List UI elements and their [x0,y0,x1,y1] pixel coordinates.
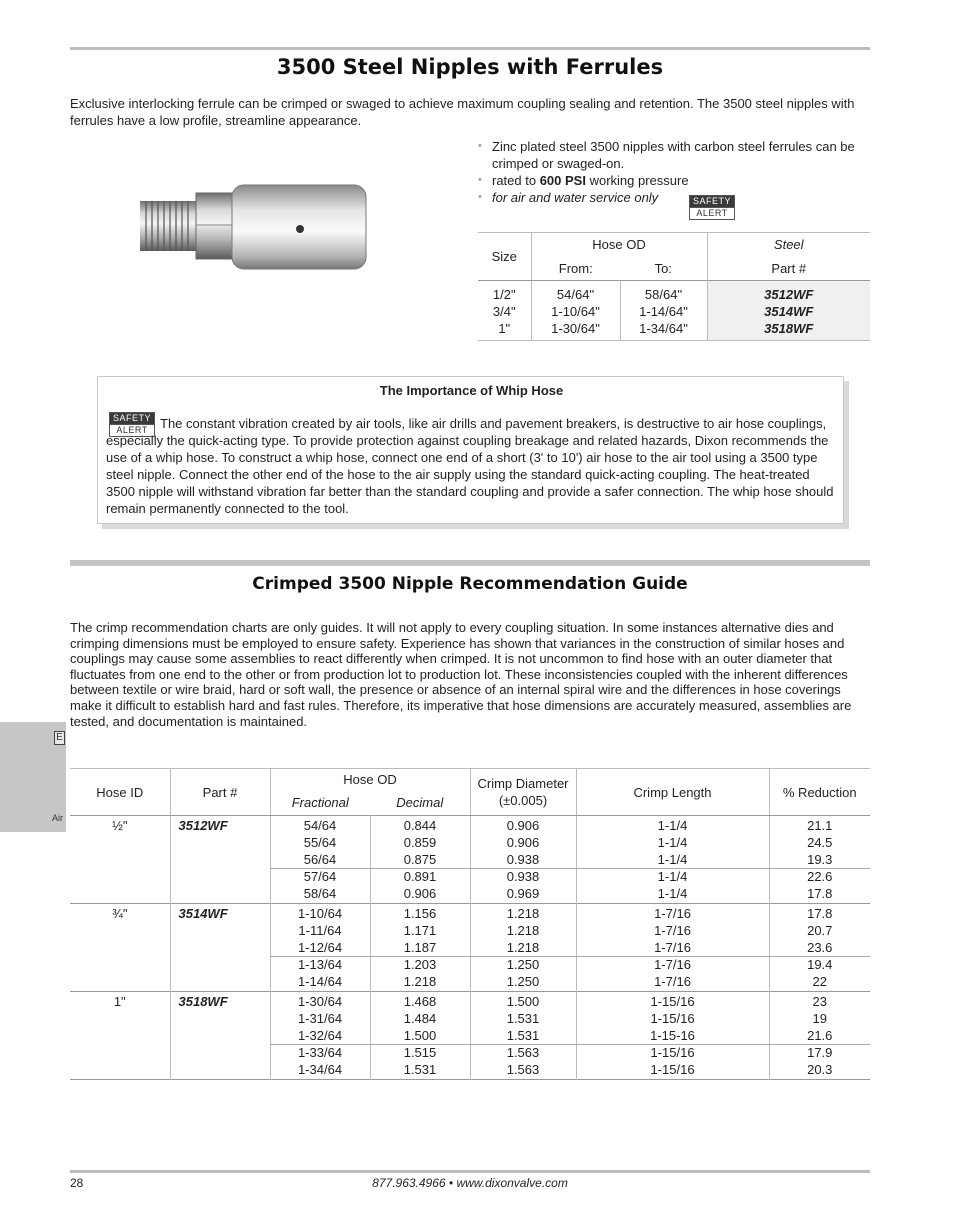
part-number: 3518WF [764,321,814,336]
header-part: Part # [707,257,870,281]
reduction-cell: 19.4 [807,957,833,973]
part-number: 3512WF [764,287,814,302]
fractional-cell: 55/64 [270,835,370,852]
crimp-table [70,768,870,1080]
crimp-length-cell: 1-15/16 [576,1062,769,1079]
crimp-length-cell: 1-1/4 [576,852,769,869]
fractional-cell: 58/64 [270,886,370,903]
crimp-length-cell: 1-1/4 [576,869,769,886]
top-rule [70,47,870,50]
decimal-cell: 1.515 [370,1045,470,1062]
table-row [70,816,870,835]
header-steel: Steel [707,233,870,257]
hose-id-cell: 1" [70,991,170,1079]
reduction-cell: 23.6 [769,940,870,957]
section-rule [70,560,870,566]
reduction-cell: 24.5 [807,834,833,850]
decimal-cell: 0.891 [370,869,470,886]
crimp-diameter-cell: 0.938 [470,869,576,886]
crimp-diameter-cell: 0.938 [470,852,576,869]
callout-title: The Importance of Whip Hose [379,383,564,398]
feature-item: • Zinc plated steel 3500 nipples with carbon steel ferrules can be crimped or swaged-on. [478,138,870,172]
crimp-diameter-cell: 1.531 [470,1028,576,1045]
header-fractional: Fractional [291,795,349,811]
feature-list [478,138,870,206]
size-table [478,232,870,341]
fractional-cell: 1-30/64 [270,991,370,1010]
header-hose-od: Hose OD [592,237,646,252]
decimal-cell: 1.187 [370,940,470,957]
fractional-cell: 1-12/64 [270,940,370,957]
reduction-cell: 23 [812,993,827,1009]
header-crimp-length: Crimp Length [576,769,769,816]
reduction-cell: 22 [812,974,827,990]
decimal-cell: 1.171 [370,923,470,940]
decimal-cell: 0.875 [370,852,470,869]
feature-item: • for air and water service only [478,189,870,206]
decimal-cell: 1.468 [370,991,470,1010]
crimp-length-cell: 1-15-16 [576,1028,769,1045]
page-title: 3500 Steel Nipples with Ferrules [276,55,664,79]
guide-paragraph: The crimp recommendation charts are only guides. It will not apply to every coupling situation. In some instances alternative dies and crimping dimensions must be employed to ensure safety. Experience has shown that variances in the construction of similar hoses and couplings may cause some assemblies to react differently when crimped. It is not uncommon to find hose with an outer diameter that fluctuates from one end to the other or from production lot to production lot. These inconsistencies coupled with the inherent differences between textile or wire braid, hard or soft wall, the presence or absence of an internal spiral wire and the differences in hose coverings make it difficult to establish hard and fast rules. Therefore, its imperative that hose dimensions are accurately measured, assemblies are tested, and documentation is maintained. [70,620,852,729]
crimp-diameter-cell: 1.563 [470,1062,576,1079]
reduction-cell: 17.8 [807,905,833,921]
intro-paragraph: Exclusive interlocking ferrule can be crimped or swaged to achieve maximum coupling sealing and retention. The 3500 steel nipples with ferrules have a low profile, streamline appearance. [70,96,855,128]
callout-text: The constant vibration created by air tools, like air drills and pavement breakers, is destructive to air hose couplings, especially the quick-acting type. To provide protection against coupling breakage and related hazards, Dixon recommends the use of a whip hose. To construct a whip hose, connect one end of a short (3' to 10') air hose to the air tool using a 3500 type steel nipple. Connect the other end of the hose to the air supply using the standard quick-acting coupling. The heat-treated 3500 nipple will withstand vibration far better than the standard coupling and provide a safer connection. The whip hose should remain permanently connected to the tool. [106,416,834,516]
fractional-cell: 1-14/64 [270,974,370,991]
reduction-cell: 17.8 [807,886,833,902]
part-number: 3514WF [764,304,814,319]
fractional-cell: 56/64 [270,852,370,869]
page-number: 28 [70,1176,84,1190]
header-size: Size [478,233,531,281]
table-row: 1/2" 3/4" 1" 54/64" 1-10/64" 1-30/64" 58/64" 1-14/64" 1-34/64" 3512WF 3514WF 3518WF [478,281,870,341]
crimp-length-cell: 1-7/16 [576,940,769,957]
reduction-cell: 20.7 [807,922,833,938]
crimp-length-cell: 1-1/4 [576,835,769,852]
fractional-cell: 57/64 [270,869,370,886]
table-row [70,991,870,1010]
fractional-cell: 1-31/64 [270,1011,370,1028]
reduction-cell: 19.3 [769,852,870,869]
crimp-diameter-cell: 0.906 [470,816,576,835]
crimp-diameter-cell: 1.218 [470,940,576,957]
crimp-diameter-cell: 1.250 [470,957,576,974]
fractional-cell: 1-11/64 [270,923,370,940]
part-number: 3514WF [170,903,270,991]
whip-hose-callout [97,376,844,524]
header-hose-id: Hose ID [70,769,170,816]
crimp-diameter-cell: 1.531 [470,1011,576,1028]
footer-contact: 877.963.4966 • www.dixonvalve.com [372,1176,568,1190]
part-number: 3518WF [170,991,270,1079]
decimal-cell: 1.203 [370,957,470,974]
crimp-diameter-cell: 1.500 [470,991,576,1010]
crimp-length-cell: 1-7/16 [576,903,769,922]
crimp-length-cell: 1-7/16 [576,923,769,940]
fractional-cell: 1-32/64 [270,1028,370,1045]
crimp-diameter-cell: 0.906 [470,835,576,852]
part-number: 3512WF [170,816,270,904]
decimal-cell: 1.218 [370,974,470,991]
reduction-cell: 17.9 [807,1045,833,1061]
reduction-cell: 21.6 [769,1028,870,1045]
decimal-cell: 0.906 [370,886,470,903]
fractional-cell: 1-33/64 [270,1045,370,1062]
fractional-cell: 54/64 [270,816,370,835]
bottom-rule [70,1170,870,1173]
crimp-length-cell: 1-7/16 [576,957,769,974]
reduction-cell: 19 [812,1010,827,1026]
header-part: Part # [170,769,270,816]
table-row [70,903,870,922]
hose-id-cell: ¾" [70,903,170,991]
header-decimal: Decimal [396,795,444,811]
fractional-cell: 1-13/64 [270,957,370,974]
decimal-cell: 1.156 [370,903,470,922]
safety-alert-badge: SAFETY ALERT [109,412,155,437]
feature-item: • rated to 600 PSI working pressure [478,172,870,189]
nipple-product-image [138,183,370,271]
fractional-cell: 1-10/64 [270,903,370,922]
reduction-cell: 21.1 [807,818,833,833]
crimp-length-cell: 1-7/16 [576,974,769,991]
crimp-diameter-cell: 1.563 [470,1045,576,1062]
decimal-cell: 1.500 [370,1028,470,1045]
decimal-cell: 1.484 [370,1011,470,1028]
crimp-length-cell: 1-1/4 [576,816,769,835]
crimp-length-cell: 1-1/4 [576,886,769,903]
crimp-diameter-cell: 1.218 [470,903,576,922]
crimp-length-cell: 1-15/16 [576,1045,769,1062]
decimal-cell: 0.859 [370,835,470,852]
hose-id-cell: ½" [70,816,170,904]
section-tab-label: Air [52,813,63,823]
fractional-cell: 1-34/64 [270,1062,370,1079]
crimp-diameter-cell: 1.250 [470,974,576,991]
decimal-cell: 0.844 [370,816,470,835]
header-hose-od: Hose OD [343,772,397,787]
decimal-cell: 1.531 [370,1062,470,1079]
section-title: Crimped 3500 Nipple Recommendation Guide [252,574,688,594]
header-from: From: [558,260,593,276]
safety-alert-badge: SAFETY ALERT [689,195,735,220]
reduction-cell: 20.3 [807,1062,833,1078]
crimp-length-cell: 1-15/16 [576,1011,769,1028]
section-tab-letter: E [54,731,65,745]
header-to: To: [654,260,672,276]
header-crimp-diameter: Crimp Diameter (±0.005) [470,769,576,816]
header-reduction: % Reduction [769,769,870,816]
crimp-diameter-cell: 1.218 [470,923,576,940]
crimp-diameter-cell: 0.969 [470,886,576,903]
crimp-length-cell: 1-15/16 [576,991,769,1010]
reduction-cell: 22.6 [807,869,833,885]
